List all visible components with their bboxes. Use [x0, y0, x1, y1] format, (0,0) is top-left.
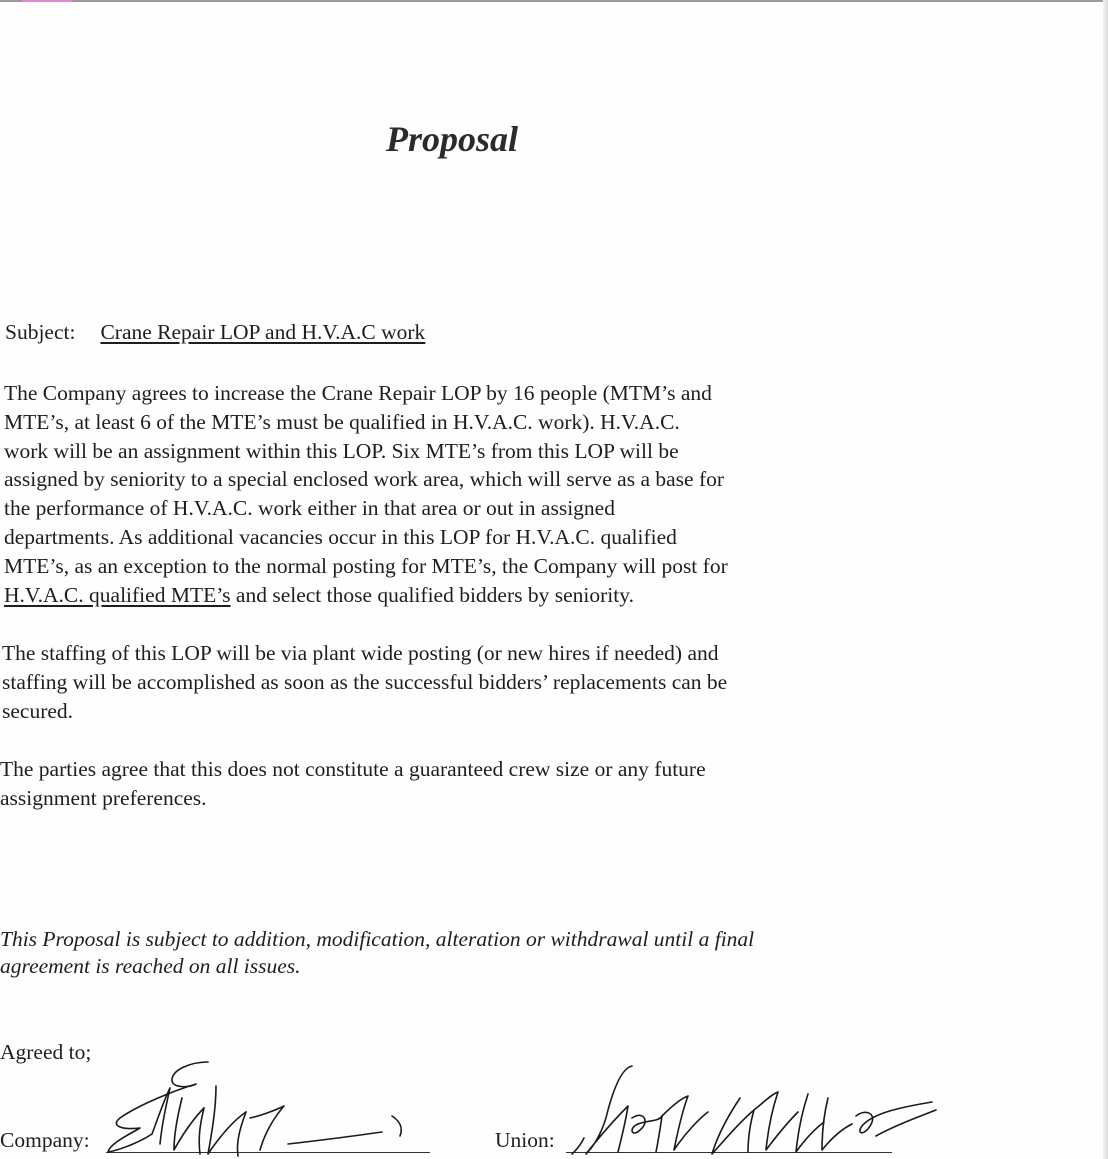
scan-border-right — [1103, 0, 1108, 1159]
company-signature-icon — [100, 1058, 420, 1159]
paragraph-line: departments. As additional vacancies occur in this LOP for H.V.A.C. qualified — [4, 524, 677, 549]
paragraph-line: secured. — [2, 698, 74, 723]
paragraph-line: assigned by seniority to a special enclosed work area, which will serve as a base for — [4, 467, 725, 492]
paragraph-line-rest: and select those qualified bidders by seniority. — [230, 582, 634, 607]
disclaimer — [0, 926, 754, 980]
scan-border-top — [0, 0, 1108, 2]
paragraph-line: MTE’s, at least 6 of the MTE’s must be qualified in H.V.A.C. work). H.V.A.C. — [4, 409, 680, 434]
paragraph-line: work will be an assignment within this LOP. Six MTE’s from this LOP will be — [4, 438, 679, 463]
union-signature-icon — [566, 1058, 946, 1159]
paragraph-line: The Company agrees to increase the Crane Repair LOP by 16 people (MTM’s and — [4, 381, 712, 405]
disclaimer-line: agreement is reached on all issues. — [0, 954, 301, 978]
paragraph-line: the performance of H.V.A.C. work either in that area or out in assigned — [4, 496, 615, 521]
paragraph-line: staffing will be accomplished as soon as the successful bidders’ replacements can be — [2, 669, 728, 694]
paragraph-crew-size — [0, 755, 706, 813]
disclaimer-line: This Proposal is subject to addition, modification, alteration or withdrawal until a final — [0, 927, 755, 951]
union-label: Union: — [495, 1128, 555, 1152]
paragraph-staffing-increase — [4, 379, 728, 609]
agreed-label: Agreed to; — [0, 1040, 92, 1064]
paragraph-line: The parties agree that this does not constitute a guaranteed crew size or any future — [0, 757, 706, 781]
company-label: Company: — [0, 1128, 90, 1152]
paragraph-staffing-method — [2, 639, 727, 725]
subject-value: Crane Repair LOP and H.V.A.C work — [100, 320, 426, 344]
scan-color-mark — [22, 0, 72, 2]
paragraph-line — [4, 581, 728, 610]
underlined-phrase: H.V.A.C. qualified MTE’s — [4, 582, 231, 607]
paragraph-line: MTE’s, as an exception to the normal posting for MTE’s, the Company will post for — [4, 553, 728, 578]
paragraph-line: The staffing of this LOP will be via plant wide posting (or new hires if needed) and — [2, 641, 719, 665]
subject-line — [5, 320, 425, 345]
paragraph-line: assignment preferences. — [0, 785, 207, 810]
subject-label: Subject: — [5, 320, 76, 344]
page-title: Proposal — [385, 119, 518, 159]
